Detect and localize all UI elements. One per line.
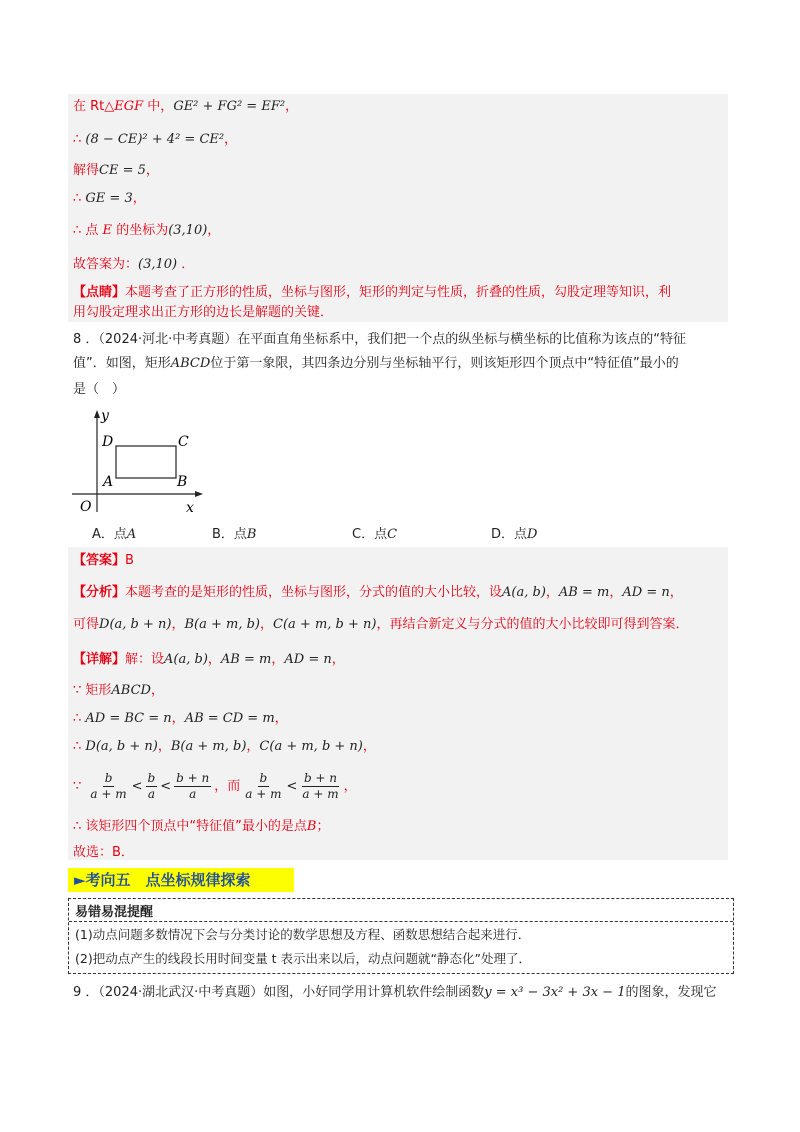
less-than: < <box>286 779 298 794</box>
answer-line <box>73 552 134 570</box>
text: 的坐标为 <box>116 223 169 238</box>
math-expression: AD = BC = n <box>85 711 172 726</box>
detail-line-4 <box>73 738 376 756</box>
text: 8 ．（2024·河北·中考真题）在平面直角坐标系中，我们把一个点的纵坐标与横坐标的比值称为该点的“特征 <box>73 332 686 347</box>
text: ． <box>181 257 195 272</box>
denominator: a <box>147 787 155 801</box>
option-label: C．点 <box>352 527 388 542</box>
text: ∴ 点 <box>73 223 99 238</box>
text: ， <box>343 779 357 794</box>
numerator: b <box>104 771 113 785</box>
text: ， <box>362 739 376 754</box>
math-expression: (8 − CE)² + 4² = CE² <box>85 132 225 147</box>
point-label: B <box>306 819 317 834</box>
text: ， <box>207 652 221 667</box>
math-expression: CE = 5 <box>99 163 146 178</box>
math-expression: AD = n <box>284 652 332 667</box>
text: ∵ 矩形 <box>73 683 112 698</box>
text: ， <box>157 739 171 754</box>
text: ， <box>145 163 159 178</box>
text: ， <box>150 683 164 698</box>
denominator: a + m <box>245 787 282 801</box>
text: 中， <box>143 99 174 114</box>
analysis-line-2 <box>73 616 688 634</box>
text: ， <box>207 223 221 238</box>
text: ， <box>274 711 288 726</box>
text: 值”．如图，矩形 <box>73 356 171 371</box>
question-8-line-3 <box>73 381 125 399</box>
less-than: < <box>131 779 143 794</box>
text: ， <box>224 132 238 147</box>
math-expression: D(a, b + n) <box>85 739 158 754</box>
detail-line-2 <box>73 682 164 700</box>
y-axis-label: y <box>101 408 109 424</box>
option-label: B．点 <box>212 527 247 542</box>
because-symbol: ∵ <box>73 779 82 794</box>
text: 位于第一象限，其四条边分别与坐标轴平行，则该矩形四个顶点中“特征值”最小的 <box>210 356 679 371</box>
math-expression: D(a, b + n) <box>99 617 172 632</box>
math-expression: GE² + FG² = EF² <box>173 99 286 114</box>
math-expression: C(a + m, b + n) <box>259 739 363 754</box>
tip-box <box>68 898 734 974</box>
text: 故答案为： <box>73 257 139 272</box>
analysis-tag: 【分析】 <box>73 585 126 600</box>
therefore-symbol: ∴ <box>73 739 82 754</box>
x-axis-arrow <box>195 491 203 497</box>
numerator: b <box>147 771 156 785</box>
math-expression: ABCD <box>170 356 211 371</box>
text: ； <box>316 819 330 834</box>
fraction <box>174 771 211 802</box>
tip-item-2: (2)把动点产生的线段长用时间变量 t 表示出来以后，动点问题就“静态化”处理了． <box>75 951 532 966</box>
math-expression: EGF <box>114 99 144 114</box>
question-8-line-2 <box>73 355 679 373</box>
text: ， <box>246 739 260 754</box>
text: 本题考查的是矩形的性质，坐标与图形，分式的值的大小比较，设 <box>125 585 503 600</box>
text: ， <box>271 652 285 667</box>
question-9-line-1 <box>73 984 717 1002</box>
denominator: a + m <box>302 787 339 801</box>
option-label: D．点 <box>491 527 528 542</box>
point-label: E <box>102 223 113 238</box>
detail-line-7 <box>73 844 134 862</box>
y-axis-arrow <box>94 410 100 418</box>
fraction <box>243 771 283 802</box>
text: 解得 <box>73 163 100 178</box>
denominator: a <box>189 787 197 801</box>
math-expression: A(a, b) <box>164 652 208 667</box>
math-expression: GE = 3 <box>85 191 133 206</box>
note-tag: 【点睛】 <box>73 285 126 300</box>
therefore-symbol: ∴ <box>73 191 82 206</box>
vertex-a-label: A <box>103 474 114 490</box>
rectangle-abcd <box>116 446 176 478</box>
numerator: b + n <box>176 771 210 785</box>
text: ，再结合新定义与分式的值的大小比较即可得到答案． <box>376 617 689 632</box>
text: 本题考查了正方形的性质，坐标与图形，矩形的判定与性质，折叠的性质，勾股定理等知识，利 <box>125 285 672 300</box>
text: 用勾股定理求出正方形的边长是解题的关键． <box>73 305 334 320</box>
denominator: a + m <box>90 787 127 801</box>
text: ， <box>171 711 185 726</box>
fraction <box>88 771 128 802</box>
detail-line-3 <box>73 710 288 728</box>
note-line-2 <box>73 304 333 322</box>
fraction <box>300 771 340 802</box>
math-expression: A(a, b) <box>502 585 546 600</box>
numerator: b <box>259 771 268 785</box>
option-b[interactable] <box>212 526 256 544</box>
math-expression: AB = m <box>220 652 272 667</box>
option-label: A．点 <box>92 527 127 542</box>
text: ， <box>331 652 345 667</box>
detail-line-5 <box>73 770 357 804</box>
therefore-symbol: ∴ <box>73 132 82 147</box>
x-axis-label: x <box>186 500 194 516</box>
math-expression: AB = CD = m <box>184 711 275 726</box>
solution-line-4 <box>73 190 146 208</box>
tip-item-1: (1)动点问题多数情况下会与分类讨论的数学思想及方程、函数思想结合起来进行． <box>75 927 531 942</box>
option-d[interactable] <box>491 526 537 544</box>
tip-divider <box>69 921 733 922</box>
solution-line-2 <box>73 131 237 149</box>
option-point: B <box>246 527 257 542</box>
fraction <box>146 771 158 802</box>
solution-line-6 <box>73 256 194 274</box>
text: 故选：B． <box>73 845 134 860</box>
math-expression: (3,10) <box>138 257 178 272</box>
text: ， <box>132 191 146 206</box>
detail-line-6 <box>73 818 329 836</box>
text: ， <box>171 617 185 632</box>
solution-line-1 <box>73 98 298 116</box>
tip-title: 易错易混提醒 <box>75 905 154 920</box>
math-expression: B(a + m, b) <box>170 739 247 754</box>
text: 解：设 <box>125 652 165 667</box>
therefore-symbol: ∴ <box>73 711 82 726</box>
math-expression: B(a + m, b) <box>184 617 260 632</box>
text: 可得 <box>73 617 100 632</box>
answer-tag: 【答案】 <box>73 553 126 568</box>
text: ，而 <box>214 779 241 794</box>
math-expression: (3,10) <box>168 223 208 238</box>
analysis-line-1 <box>73 584 683 602</box>
numerator: b + n <box>303 771 338 785</box>
vertex-d-label: D <box>102 434 114 450</box>
text: ， <box>545 585 559 600</box>
math-expression: AD = n <box>622 585 670 600</box>
text: ∴ 该矩形四个顶点中“特征值”最小的是点 <box>73 819 307 834</box>
note-line-1 <box>73 284 671 302</box>
origin-label: O <box>80 499 92 515</box>
option-point: A <box>126 527 137 542</box>
solution-line-3 <box>73 162 159 180</box>
text: 在 Rt△ <box>73 99 115 114</box>
solution-line-5 <box>73 222 220 240</box>
option-point: C <box>387 527 398 542</box>
text: 是（ ） <box>73 382 126 397</box>
math-expression: ABCD <box>111 683 151 698</box>
vertex-c-label: C <box>178 434 189 450</box>
answer-value: B <box>125 553 134 568</box>
question-8-line-1 <box>73 331 686 349</box>
text: 的图象，发现它 <box>625 985 717 1000</box>
vertex-b-label: B <box>177 474 188 490</box>
coordinate-figure <box>70 408 210 516</box>
text: 9 ．（2024·湖北武汉·中考真题）如图，小好同学用计算机软件绘制函数 <box>73 985 485 1000</box>
option-a[interactable] <box>92 526 136 544</box>
option-c[interactable] <box>352 526 397 544</box>
text: ， <box>669 585 683 600</box>
detail-line-1 <box>73 651 345 669</box>
detail-tag: 【详解】 <box>73 652 126 667</box>
option-point: D <box>527 527 538 542</box>
text: ， <box>285 99 299 114</box>
math-expression: AB = m <box>558 585 610 600</box>
math-expression: y = x³ − 3x² + 3x − 1 <box>484 985 626 1000</box>
text: ， <box>260 617 274 632</box>
less-than: < <box>160 779 172 794</box>
math-expression: C(a + m, b + n) <box>273 617 377 632</box>
text: ， <box>609 585 623 600</box>
section-heading: ►考向五 点坐标规律探索 <box>68 868 294 892</box>
